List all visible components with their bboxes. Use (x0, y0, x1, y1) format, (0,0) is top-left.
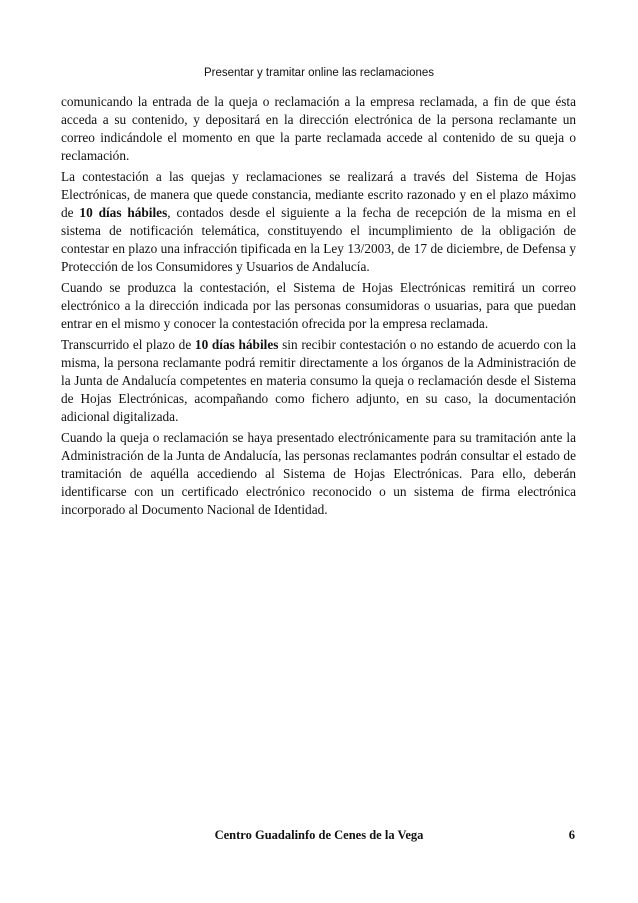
paragraph-2: La contestación a las quejas y reclamaciones se realizará a través del Sistema de Hojas Electrónicas, de manera que quede constancia, mediante escrito razonado y en el plazo máximo de 10 días hábiles, contados desde el siguiente a la fecha de recepción de la misma en el sistema de notificación telemática, constituyendo el incumplimiento de la obligación de contestar en plazo una infracción tipificada en la Ley 13/2003, de 17 de diciembre, de Defensa y Protección de los Consumidores y Usuarios de Andalucía. (61, 169, 577, 274)
paragraph-4: Transcurrido el plazo de 10 días hábiles sin recibir contestación o no estando de acuerdo con la misma, la persona reclamante podrá remitir directamente a los órganos de la Administración de la Junta de Andalucía competentes en materia consumo la queja o reclamación desde el Sistema de Hojas Electrónicas, acompañando como fichero adjunto, en su caso, la documentación adicional digitalizada. (61, 336, 576, 424)
paragraph-1: comunicando la entrada de la queja o reclamación a la empresa reclamada, a fin de que ésta acceda a su contenido, y depositará en la dirección electrónica de la persona reclamante un correo indicándole el momento en que la parte reclamada accede al contenido de su queja o reclamación. (61, 94, 576, 163)
paragraph-5: Cuando la queja o reclamación se haya presentado electrónicamente para su tramitación ante la Administración de la Junta de Andalucía, las personas reclamantes podrán consultar el estado de tramitación de aquélla accediendo al Sistema de Hojas Electrónicas. Para ello, deberán identificarse con un certificado electrónico reconocido o un sistema de firma electrónica incorporado al Documento Nacional de Identidad. (61, 429, 576, 517)
deadline-emphasis: 10 días hábiles (194, 336, 279, 352)
footer-center-text: Centro Guadalinfo de Cenes de la Vega (214, 828, 424, 842)
paragraph-3: Cuando se produzca la contestación, el Sistema de Hojas Electrónicas remitirá un correo electrónico a la dirección indicada por las personas consumidoras o usuarias, para que puedan entrar en el mismo y conocer la contestación ofrecida por la empresa reclamada. (61, 279, 576, 331)
document-body (61, 93, 576, 522)
page-number: 6 (568, 828, 575, 842)
deadline-emphasis: 10 días hábiles (79, 204, 168, 220)
page-header: Presentar y tramitar online las reclamaciones (203, 67, 435, 79)
